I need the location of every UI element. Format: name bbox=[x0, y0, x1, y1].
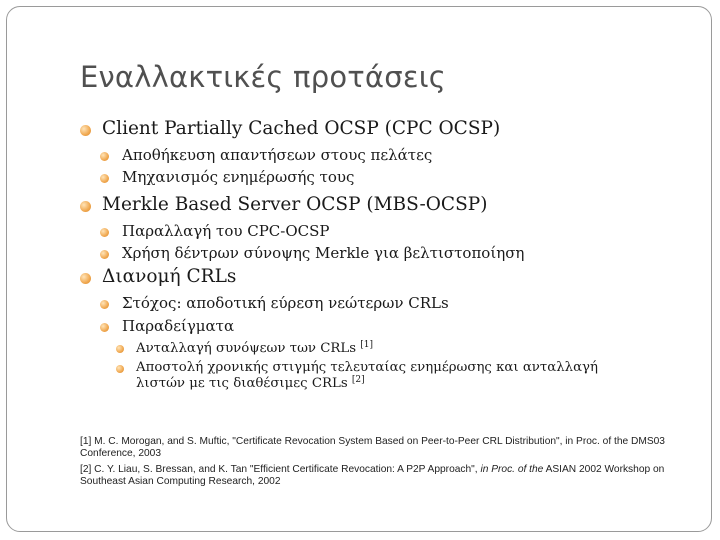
bullet-icon bbox=[100, 152, 109, 161]
bullet-icon bbox=[80, 201, 91, 212]
reference-2 bbox=[80, 464, 690, 488]
sub-bullet bbox=[100, 222, 330, 240]
example-text: Ανταλλαγή συνόψεων των CRLs bbox=[136, 341, 357, 356]
example-text-line1: Αποστολή χρονικής στιγμής τελευταίας ενημέρωσης και ανταλλαγή bbox=[136, 360, 598, 375]
reference-2-end: ASIAN 2002 Workshop on Southeast Asian Computing Research, 2002 bbox=[80, 464, 665, 487]
reference-2-italic: in Proc. of the bbox=[480, 464, 544, 475]
example-bullet bbox=[116, 360, 598, 391]
reference-1: [1] M. C. Morogan, and S. Muftic, "Certificate Revocation System Based on Peer-to-Peer CRL Distribution", in Proc. of the DMS03 Conference, 2003 bbox=[80, 436, 665, 459]
bullet-mbs-ocsp bbox=[80, 194, 487, 215]
sub-bullet bbox=[100, 317, 234, 335]
sub-bullet bbox=[100, 244, 524, 262]
bullet-icon bbox=[100, 323, 109, 332]
reference-2-start: [2] C. Y. Liau, S. Bressan, and K. Tan "Efficient Certificate Revocation: A P2P Approach", bbox=[80, 464, 481, 475]
section1-item: Μηχανισμός ενημέρωσής τους bbox=[122, 168, 355, 186]
bullet-icon bbox=[100, 228, 109, 237]
bullet-icon bbox=[116, 345, 124, 353]
section3-item: Στόχος: αποδοτική εύρεση νεώτερων CRLs bbox=[122, 294, 449, 312]
section2-heading: Merkle Based Server OCSP (MBS-OCSP) bbox=[102, 194, 488, 215]
example-ref: [2] bbox=[351, 375, 365, 385]
example-ref: [1] bbox=[360, 340, 374, 350]
example-bullet bbox=[116, 340, 373, 356]
references bbox=[80, 436, 690, 492]
bullet-icon bbox=[100, 250, 109, 259]
section1-heading: Client Partially Cached OCSP (CPC OCSP) bbox=[102, 118, 501, 139]
section3-item: Παραδείγματα bbox=[122, 317, 235, 335]
section2-item: Χρήση δέντρων σύνοψης Merkle για βελτιστοποίηση bbox=[122, 244, 525, 262]
bullet-icon bbox=[100, 174, 109, 183]
bullet-crl-distribution bbox=[80, 266, 236, 287]
example-text-line2 bbox=[136, 375, 598, 391]
slide-title: Εναλλακτικές προτάσεις bbox=[80, 60, 446, 94]
sub-bullet bbox=[100, 146, 432, 164]
section1-item: Αποθήκευση απαντήσεων στους πελάτες bbox=[122, 146, 433, 164]
bullet-icon bbox=[116, 365, 124, 373]
bullet-icon bbox=[100, 300, 109, 309]
bullet-cpc-ocsp bbox=[80, 118, 500, 139]
section3-heading: Διανομή CRLs bbox=[102, 266, 237, 287]
section2-item: Παραλλαγή του CPC-OCSP bbox=[122, 222, 330, 240]
example-text-line2-content: λιστών με τις διαθέσιμες CRLs bbox=[136, 376, 348, 391]
bullet-icon bbox=[80, 273, 91, 284]
sub-bullet bbox=[100, 294, 449, 312]
bullet-icon bbox=[80, 125, 91, 136]
sub-bullet bbox=[100, 168, 354, 186]
